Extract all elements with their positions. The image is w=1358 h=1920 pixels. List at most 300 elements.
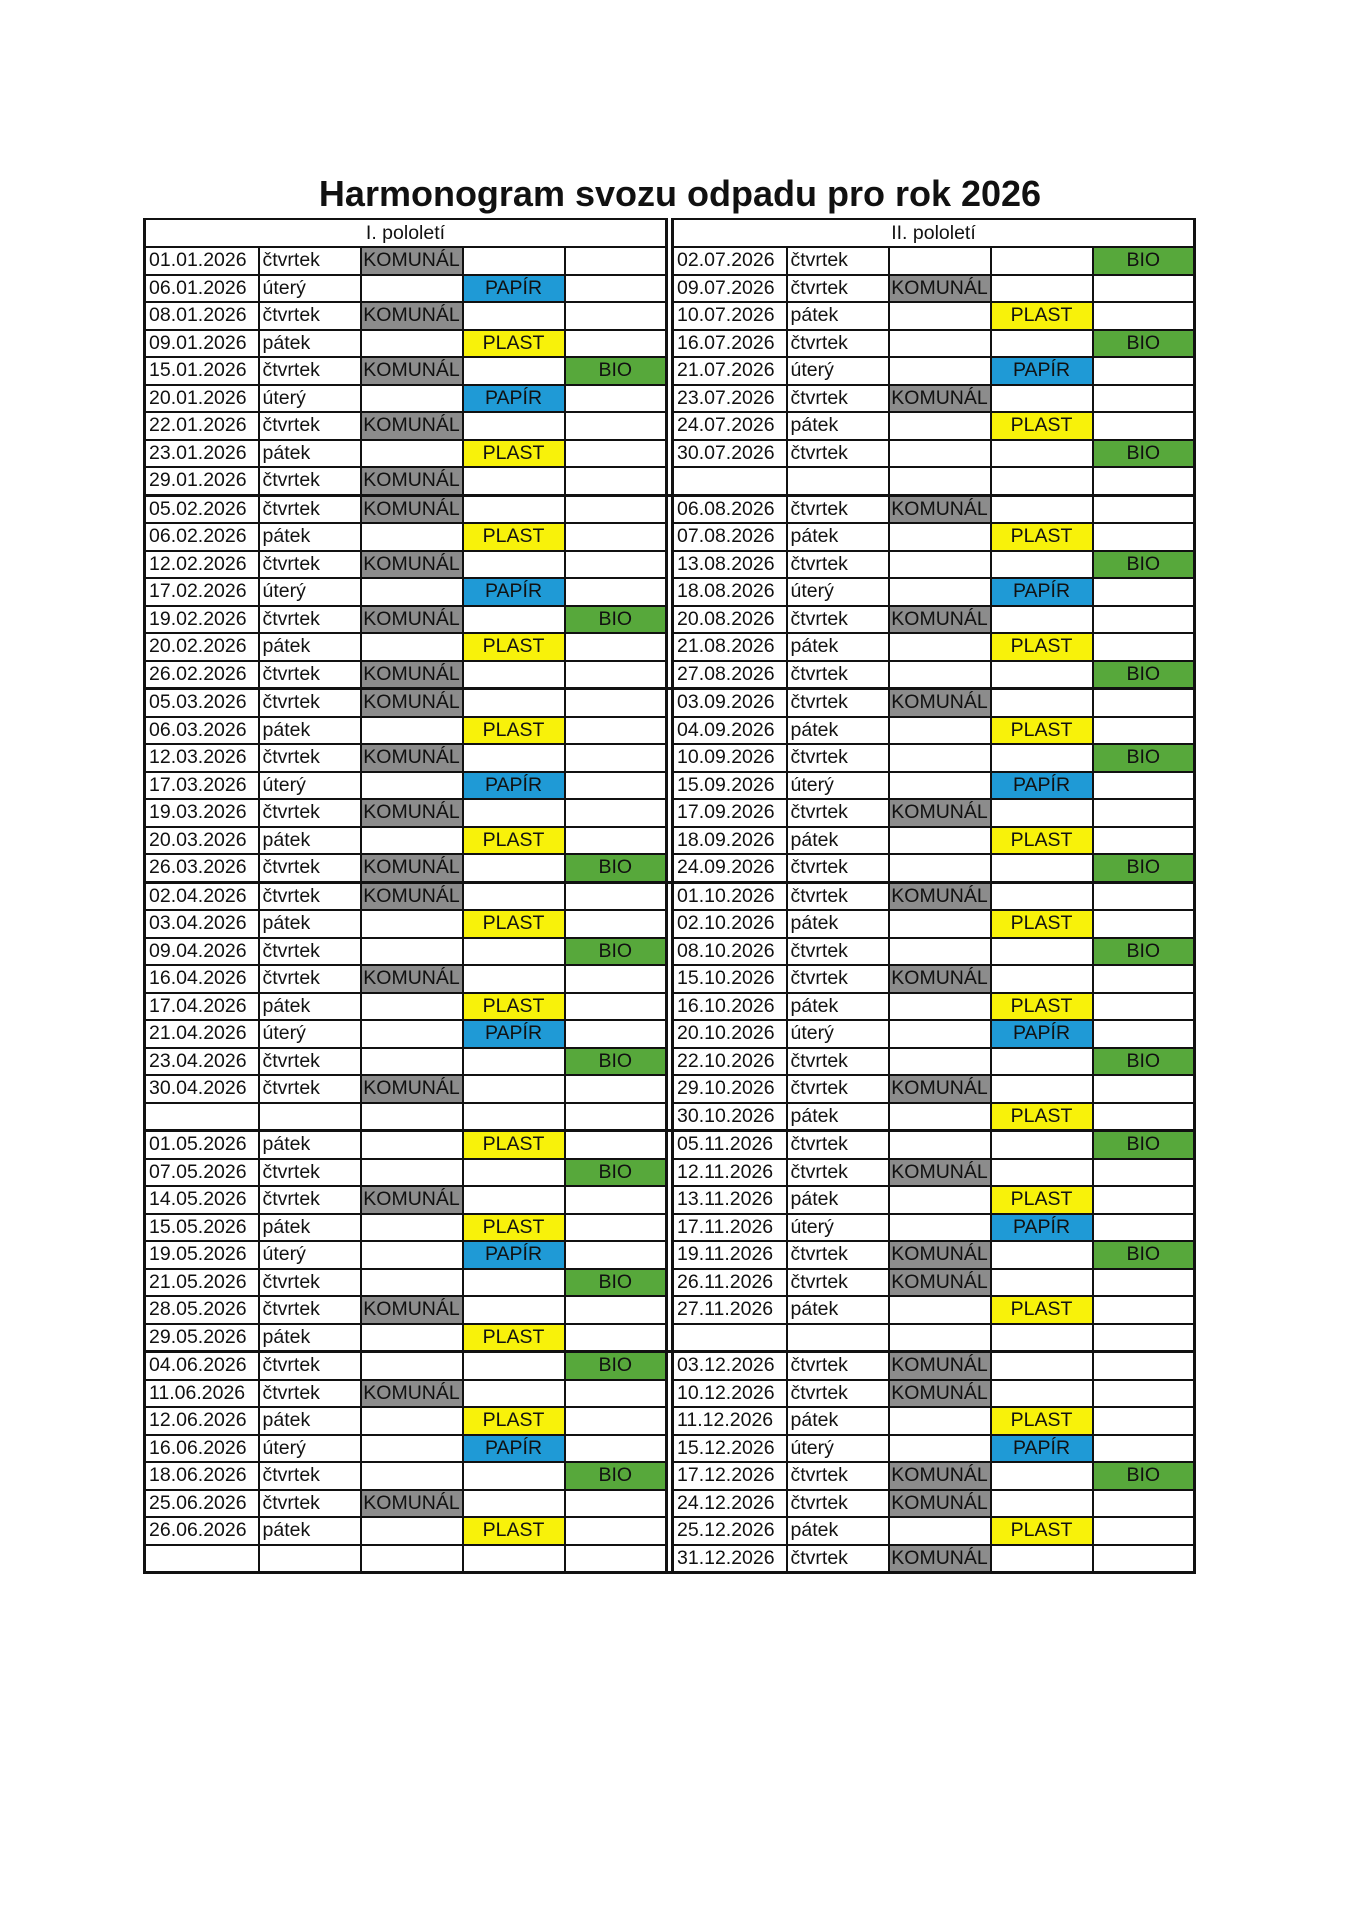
weekday-cell: čtvrtek <box>787 1545 889 1573</box>
waste-type-cell <box>361 717 463 745</box>
waste-type-cell <box>463 495 565 523</box>
waste-type-cell <box>361 1048 463 1076</box>
date-cell: 18.09.2026 <box>673 827 787 855</box>
waste-type-cell <box>565 689 667 717</box>
papir-collection: PAPÍR <box>991 772 1093 800</box>
weekday-cell: čtvrtek <box>259 1462 361 1490</box>
table-row <box>145 385 1195 413</box>
weekday-cell: čtvrtek <box>259 661 361 689</box>
weekday-cell: čtvrtek <box>787 938 889 966</box>
bio-collection: BIO <box>565 938 667 966</box>
komunal-collection: KOMUNÁL <box>361 882 463 910</box>
date-cell: 02.04.2026 <box>145 882 259 910</box>
weekday-cell: čtvrtek <box>787 1490 889 1518</box>
date-cell: 23.04.2026 <box>145 1048 259 1076</box>
waste-type-cell <box>1093 993 1195 1021</box>
waste-type-cell <box>463 1159 565 1187</box>
waste-type-cell <box>361 1324 463 1352</box>
waste-type-cell <box>565 302 667 330</box>
waste-type-cell <box>1093 1075 1195 1103</box>
date-cell: 26.02.2026 <box>145 661 259 689</box>
plast-collection: PLAST <box>991 1186 1093 1214</box>
date-cell: 12.02.2026 <box>145 551 259 579</box>
waste-type-cell <box>991 330 1093 358</box>
waste-type-cell <box>463 1352 565 1380</box>
waste-type-cell <box>889 633 991 661</box>
date-cell: 20.01.2026 <box>145 385 259 413</box>
waste-type-cell <box>361 1517 463 1545</box>
date-cell: 09.04.2026 <box>145 938 259 966</box>
bio-collection: BIO <box>565 1159 667 1187</box>
table-row <box>145 827 1195 855</box>
komunal-collection: KOMUNÁL <box>361 661 463 689</box>
plast-collection: PLAST <box>991 827 1093 855</box>
komunal-collection: KOMUNÁL <box>361 551 463 579</box>
waste-type-cell <box>565 1296 667 1324</box>
date-cell: 13.08.2026 <box>673 551 787 579</box>
waste-type-cell <box>889 1435 991 1463</box>
waste-type-cell <box>565 1380 667 1408</box>
date-cell: 21.07.2026 <box>673 357 787 385</box>
weekday-cell: pátek <box>787 412 889 440</box>
date-cell: 03.04.2026 <box>145 910 259 938</box>
weekday-cell: čtvrtek <box>259 854 361 882</box>
waste-type-cell <box>889 772 991 800</box>
waste-type-cell <box>991 965 1093 993</box>
plast-collection: PLAST <box>463 993 565 1021</box>
weekday-cell: čtvrtek <box>787 385 889 413</box>
waste-type-cell <box>361 1159 463 1187</box>
waste-type-cell <box>565 247 667 275</box>
table-row <box>145 1103 1195 1131</box>
date-cell: 18.08.2026 <box>673 578 787 606</box>
table-row <box>145 357 1195 385</box>
waste-type-cell <box>889 910 991 938</box>
weekday-cell: pátek <box>787 1186 889 1214</box>
weekday-cell: pátek <box>787 1296 889 1324</box>
waste-type-cell <box>565 275 667 303</box>
bio-collection: BIO <box>1093 938 1195 966</box>
date-cell: 16.04.2026 <box>145 965 259 993</box>
komunal-collection: KOMUNÁL <box>889 689 991 717</box>
bio-collection: BIO <box>1093 1131 1195 1159</box>
plast-collection: PLAST <box>463 1407 565 1435</box>
table-row <box>145 938 1195 966</box>
weekday-cell: pátek <box>787 717 889 745</box>
waste-type-cell <box>463 1048 565 1076</box>
komunal-collection: KOMUNÁL <box>361 467 463 495</box>
bio-collection: BIO <box>1093 551 1195 579</box>
date-cell: 17.02.2026 <box>145 578 259 606</box>
bio-collection: BIO <box>1093 1462 1195 1490</box>
waste-type-cell <box>361 1269 463 1297</box>
bio-collection: BIO <box>565 606 667 634</box>
waste-type-cell <box>889 523 991 551</box>
bio-collection: BIO <box>565 1048 667 1076</box>
date-cell: 15.05.2026 <box>145 1214 259 1242</box>
date-cell: 22.10.2026 <box>673 1048 787 1076</box>
weekday-cell: pátek <box>259 717 361 745</box>
komunal-collection: KOMUNÁL <box>361 1296 463 1324</box>
weekday-cell: čtvrtek <box>787 275 889 303</box>
date-cell: 02.10.2026 <box>673 910 787 938</box>
table-row <box>145 1269 1195 1297</box>
waste-type-cell <box>463 551 565 579</box>
date-cell: 20.08.2026 <box>673 606 787 634</box>
table-row <box>145 689 1195 717</box>
weekday-cell: čtvrtek <box>259 744 361 772</box>
waste-type-cell <box>1093 882 1195 910</box>
waste-type-cell <box>889 717 991 745</box>
weekday-cell: čtvrtek <box>787 606 889 634</box>
date-cell: 13.11.2026 <box>673 1186 787 1214</box>
komunal-collection: KOMUNÁL <box>889 965 991 993</box>
bio-collection: BIO <box>565 1462 667 1490</box>
waste-type-cell <box>565 1435 667 1463</box>
date-cell: 22.01.2026 <box>145 412 259 440</box>
waste-type-cell <box>565 1517 667 1545</box>
date-cell: 14.05.2026 <box>145 1186 259 1214</box>
bio-collection: BIO <box>1093 1241 1195 1269</box>
waste-type-cell <box>991 1380 1093 1408</box>
komunal-collection: KOMUNÁL <box>889 882 991 910</box>
komunal-collection: KOMUNÁL <box>889 1075 991 1103</box>
waste-type-cell <box>565 1545 667 1573</box>
bio-collection: BIO <box>565 1269 667 1297</box>
table-row <box>145 744 1195 772</box>
date-cell: 01.05.2026 <box>145 1131 259 1159</box>
date-cell: 01.10.2026 <box>673 882 787 910</box>
date-cell <box>673 467 787 495</box>
date-cell: 19.11.2026 <box>673 1241 787 1269</box>
weekday-cell: čtvrtek <box>259 357 361 385</box>
waste-type-cell <box>361 330 463 358</box>
waste-type-cell <box>1093 523 1195 551</box>
waste-type-cell <box>463 1380 565 1408</box>
waste-type-cell <box>1093 827 1195 855</box>
weekday-cell: čtvrtek <box>259 799 361 827</box>
date-cell: 20.02.2026 <box>145 633 259 661</box>
weekday-cell: pátek <box>787 910 889 938</box>
date-cell: 12.11.2026 <box>673 1159 787 1187</box>
plast-collection: PLAST <box>463 910 565 938</box>
waste-type-cell <box>463 1296 565 1324</box>
waste-type-cell <box>991 275 1093 303</box>
weekday-cell <box>787 1324 889 1352</box>
weekday-cell: čtvrtek <box>259 412 361 440</box>
date-cell: 03.09.2026 <box>673 689 787 717</box>
date-cell: 23.07.2026 <box>673 385 787 413</box>
komunal-collection: KOMUNÁL <box>361 965 463 993</box>
waste-type-cell <box>1093 633 1195 661</box>
weekday-cell: pátek <box>259 330 361 358</box>
waste-type-cell <box>991 551 1093 579</box>
waste-type-cell <box>1093 1214 1195 1242</box>
plast-collection: PLAST <box>991 993 1093 1021</box>
table-row <box>145 1296 1195 1324</box>
bio-collection: BIO <box>1093 854 1195 882</box>
waste-type-cell <box>991 938 1093 966</box>
waste-type-cell <box>1093 1435 1195 1463</box>
weekday-cell: pátek <box>787 993 889 1021</box>
weekday-cell: úterý <box>787 1435 889 1463</box>
weekday-cell: čtvrtek <box>787 330 889 358</box>
bio-collection: BIO <box>1093 247 1195 275</box>
weekday-cell: pátek <box>787 302 889 330</box>
table-row <box>145 1241 1195 1269</box>
komunal-collection: KOMUNÁL <box>889 1159 991 1187</box>
waste-type-cell <box>565 799 667 827</box>
weekday-cell: čtvrtek <box>259 965 361 993</box>
waste-type-cell <box>889 1020 991 1048</box>
waste-type-cell <box>361 910 463 938</box>
waste-type-cell <box>991 1131 1093 1159</box>
waste-type-cell <box>565 330 667 358</box>
waste-type-cell <box>889 1214 991 1242</box>
bio-collection: BIO <box>1093 440 1195 468</box>
date-cell: 29.05.2026 <box>145 1324 259 1352</box>
waste-type-cell <box>463 1462 565 1490</box>
table-row <box>145 882 1195 910</box>
date-cell: 20.03.2026 <box>145 827 259 855</box>
plast-collection: PLAST <box>991 633 1093 661</box>
papir-collection: PAPÍR <box>463 275 565 303</box>
komunal-collection: KOMUNÁL <box>889 385 991 413</box>
table-row <box>145 302 1195 330</box>
weekday-cell: pátek <box>787 827 889 855</box>
papir-collection: PAPÍR <box>991 578 1093 606</box>
waste-type-cell <box>1093 1296 1195 1324</box>
waste-type-cell <box>565 523 667 551</box>
waste-type-cell <box>1093 495 1195 523</box>
table-row <box>145 330 1195 358</box>
page-title: Harmonogram svozu odpadu pro rok 2026 <box>318 173 1042 214</box>
table-row <box>145 1462 1195 1490</box>
weekday-cell: čtvrtek <box>787 882 889 910</box>
date-cell: 04.09.2026 <box>673 717 787 745</box>
date-cell: 08.10.2026 <box>673 938 787 966</box>
date-cell: 24.07.2026 <box>673 412 787 440</box>
weekday-cell: čtvrtek <box>259 1380 361 1408</box>
weekday-cell: čtvrtek <box>259 495 361 523</box>
waste-type-cell <box>463 412 565 440</box>
waste-type-cell <box>889 330 991 358</box>
waste-type-cell <box>991 1462 1093 1490</box>
date-cell: 06.02.2026 <box>145 523 259 551</box>
waste-type-cell <box>1093 1380 1195 1408</box>
date-cell: 01.01.2026 <box>145 247 259 275</box>
date-cell: 11.12.2026 <box>673 1407 787 1435</box>
date-cell: 31.12.2026 <box>673 1545 787 1573</box>
table-row <box>145 412 1195 440</box>
waste-type-cell <box>889 578 991 606</box>
plast-collection: PLAST <box>463 1324 565 1352</box>
waste-type-cell <box>361 1435 463 1463</box>
waste-type-cell <box>991 1324 1093 1352</box>
waste-type-cell <box>1093 357 1195 385</box>
plast-collection: PLAST <box>991 1407 1093 1435</box>
waste-type-cell <box>1093 910 1195 938</box>
weekday-cell: úterý <box>787 578 889 606</box>
table-row <box>145 633 1195 661</box>
date-cell: 25.12.2026 <box>673 1517 787 1545</box>
komunal-collection: KOMUNÁL <box>889 1462 991 1490</box>
date-cell: 08.01.2026 <box>145 302 259 330</box>
weekday-cell: čtvrtek <box>259 1186 361 1214</box>
table-row <box>145 910 1195 938</box>
date-cell: 15.09.2026 <box>673 772 787 800</box>
waste-type-cell <box>565 1490 667 1518</box>
table-row <box>145 523 1195 551</box>
date-cell: 17.09.2026 <box>673 799 787 827</box>
papir-collection: PAPÍR <box>463 1020 565 1048</box>
table-row <box>145 1490 1195 1518</box>
komunal-collection: KOMUNÁL <box>361 412 463 440</box>
waste-type-cell <box>463 357 565 385</box>
waste-type-cell <box>1093 1186 1195 1214</box>
waste-type-cell <box>565 965 667 993</box>
weekday-cell: čtvrtek <box>787 1241 889 1269</box>
table-row <box>145 1407 1195 1435</box>
table-row <box>145 495 1195 523</box>
plast-collection: PLAST <box>991 302 1093 330</box>
date-cell: 10.07.2026 <box>673 302 787 330</box>
komunal-collection: KOMUNÁL <box>361 357 463 385</box>
waste-type-cell <box>565 551 667 579</box>
bio-collection: BIO <box>565 1352 667 1380</box>
plast-collection: PLAST <box>463 1131 565 1159</box>
waste-type-cell <box>991 495 1093 523</box>
second-half-header: II. pololetí <box>673 219 1195 247</box>
waste-type-cell <box>889 1296 991 1324</box>
table-row <box>145 799 1195 827</box>
date-cell: 06.01.2026 <box>145 275 259 303</box>
table-row <box>145 1186 1195 1214</box>
weekday-cell: úterý <box>787 357 889 385</box>
waste-type-cell <box>889 1048 991 1076</box>
weekday-cell: pátek <box>259 440 361 468</box>
plast-collection: PLAST <box>463 440 565 468</box>
date-cell: 02.07.2026 <box>673 247 787 275</box>
waste-type-cell <box>889 744 991 772</box>
komunal-collection: KOMUNÁL <box>361 854 463 882</box>
date-cell: 30.10.2026 <box>673 1103 787 1131</box>
weekday-cell: čtvrtek <box>787 661 889 689</box>
date-cell: 26.11.2026 <box>673 1269 787 1297</box>
date-cell: 06.08.2026 <box>673 495 787 523</box>
waste-type-cell <box>463 467 565 495</box>
date-cell: 18.06.2026 <box>145 1462 259 1490</box>
komunal-collection: KOMUNÁL <box>889 495 991 523</box>
weekday-cell: čtvrtek <box>787 1075 889 1103</box>
date-cell: 29.10.2026 <box>673 1075 787 1103</box>
plast-collection: PLAST <box>991 523 1093 551</box>
date-cell: 12.06.2026 <box>145 1407 259 1435</box>
waste-type-cell <box>991 247 1093 275</box>
date-cell: 07.05.2026 <box>145 1159 259 1187</box>
weekday-cell: pátek <box>259 827 361 855</box>
waste-type-cell <box>565 1324 667 1352</box>
komunal-collection: KOMUNÁL <box>889 799 991 827</box>
table-row <box>145 661 1195 689</box>
table-row <box>145 275 1195 303</box>
date-cell: 21.08.2026 <box>673 633 787 661</box>
waste-type-cell <box>991 1048 1093 1076</box>
weekday-cell: čtvrtek <box>259 882 361 910</box>
komunal-collection: KOMUNÁL <box>361 689 463 717</box>
waste-type-cell <box>889 357 991 385</box>
weekday-cell: pátek <box>787 1517 889 1545</box>
date-cell: 04.06.2026 <box>145 1352 259 1380</box>
waste-type-cell <box>565 661 667 689</box>
komunal-collection: KOMUNÁL <box>889 1490 991 1518</box>
waste-type-cell <box>1093 1352 1195 1380</box>
date-cell: 30.07.2026 <box>673 440 787 468</box>
weekday-cell: čtvrtek <box>259 247 361 275</box>
weekday-cell: čtvrtek <box>787 1131 889 1159</box>
waste-type-cell <box>565 1103 667 1131</box>
waste-type-cell <box>889 1407 991 1435</box>
waste-type-cell <box>889 661 991 689</box>
papir-collection: PAPÍR <box>991 357 1093 385</box>
weekday-cell: pátek <box>787 1407 889 1435</box>
table-row <box>145 1324 1195 1352</box>
table-row <box>145 1214 1195 1242</box>
date-cell: 26.03.2026 <box>145 854 259 882</box>
weekday-cell: čtvrtek <box>787 495 889 523</box>
waste-type-cell <box>1093 689 1195 717</box>
date-cell: 26.06.2026 <box>145 1517 259 1545</box>
papir-collection: PAPÍR <box>463 1241 565 1269</box>
waste-type-cell <box>889 1186 991 1214</box>
date-cell <box>673 1324 787 1352</box>
weekday-cell: čtvrtek <box>787 551 889 579</box>
table-row <box>145 467 1195 495</box>
waste-type-cell <box>565 633 667 661</box>
papir-collection: PAPÍR <box>463 385 565 413</box>
papir-collection: PAPÍR <box>991 1435 1093 1463</box>
waste-type-cell <box>463 1075 565 1103</box>
waste-type-cell <box>889 412 991 440</box>
komunal-collection: KOMUNÁL <box>889 275 991 303</box>
waste-type-cell <box>565 412 667 440</box>
weekday-cell: úterý <box>259 1435 361 1463</box>
weekday-cell: úterý <box>259 1020 361 1048</box>
waste-type-cell <box>1093 1545 1195 1573</box>
waste-type-cell <box>991 1241 1093 1269</box>
date-cell: 09.07.2026 <box>673 275 787 303</box>
waste-type-cell <box>889 827 991 855</box>
date-cell: 12.03.2026 <box>145 744 259 772</box>
table-row <box>145 606 1195 634</box>
waste-type-cell <box>565 827 667 855</box>
date-cell: 27.11.2026 <box>673 1296 787 1324</box>
weekday-cell: čtvrtek <box>787 247 889 275</box>
weekday-cell: čtvrtek <box>259 551 361 579</box>
weekday-cell: čtvrtek <box>259 302 361 330</box>
date-cell: 15.12.2026 <box>673 1435 787 1463</box>
waste-type-cell <box>361 385 463 413</box>
waste-type-cell <box>991 1352 1093 1380</box>
date-cell: 16.10.2026 <box>673 993 787 1021</box>
weekday-cell: pátek <box>259 1131 361 1159</box>
weekday-cell <box>259 1103 361 1131</box>
waste-type-cell <box>991 882 1093 910</box>
waste-type-cell <box>463 744 565 772</box>
waste-type-cell <box>565 717 667 745</box>
waste-type-cell <box>1093 1407 1195 1435</box>
date-cell: 07.08.2026 <box>673 523 787 551</box>
